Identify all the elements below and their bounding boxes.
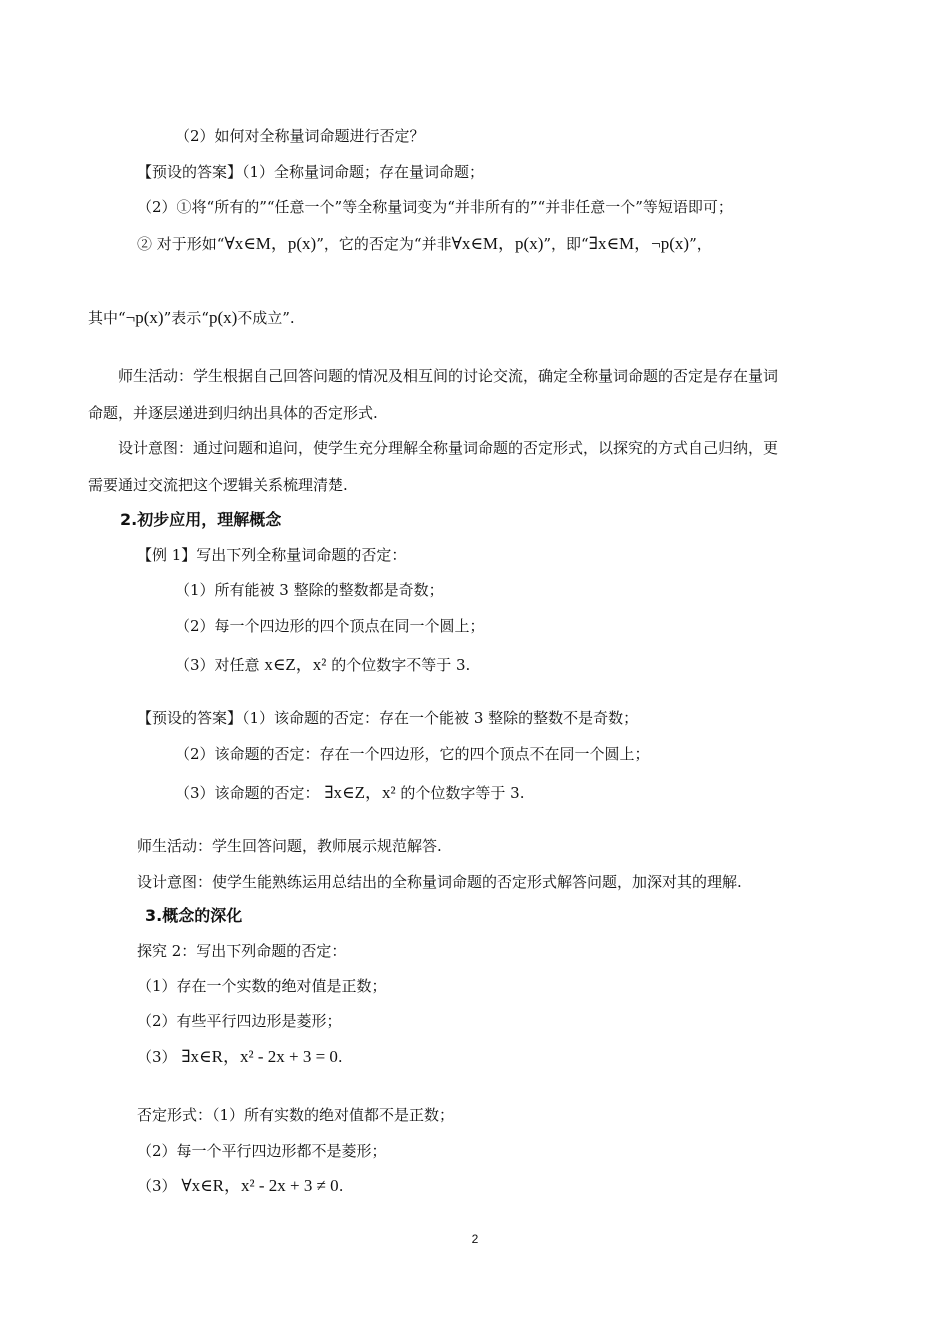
negation-item-3 <box>137 1176 343 1196</box>
activity-1-line-2: 命题，并逐层递进到归纳出具体的否定形式. <box>88 404 378 422</box>
text: ”，即“ <box>543 235 589 253</box>
preset-label: 【预设的答案】 <box>137 709 243 727</box>
section-2-title: 2.初步应用，理解概念 <box>120 510 282 529</box>
text: . <box>337 1048 343 1066</box>
page-number: 2 <box>471 1232 479 1246</box>
text: 的个位数字不等于 3. <box>331 656 471 674</box>
text: 不成立”. <box>237 309 295 327</box>
preset-text: （1）全称量词命题；存在量词命题； <box>242 163 485 181</box>
text: ”，它的否定为“并非 <box>316 235 452 253</box>
math-p: p(x) <box>208 308 238 327</box>
example-1-title: 【例 1】写出下列全称量词命题的否定： <box>137 546 407 564</box>
explore-2-item-2: （2）有些平行四边形是菱形； <box>137 1012 342 1030</box>
text: （3） <box>137 1177 177 1195</box>
math-not-p: ¬p(x) <box>125 308 164 327</box>
math-exists-x-in-z: ∃x∈Z，x² <box>324 783 396 802</box>
negation-label <box>137 1105 454 1125</box>
math-exists-not: ∃x∈M，¬p(x) <box>588 234 690 253</box>
math-forall-2: ∀x∈M，p(x) <box>451 234 544 253</box>
text: ”， <box>689 235 712 253</box>
preset-line-2: （2）①将“所有的”“任意一个”等全称量词变为“并非所有的”“并非任意一个”等短语即可； <box>137 198 733 216</box>
explore-2-title: 探究 2：写出下列命题的否定： <box>137 942 347 960</box>
design-1-line-1: 设计意图：通过问题和追问，使学生充分理解全称量词命题的否定形式，以探究的方式自己归纳，更 <box>118 439 779 457</box>
text: ② 对于形如“ <box>137 235 225 253</box>
math-forall-inequation: ∀x∈R，x² - 2x + 3 ≠ 0 <box>181 1176 339 1195</box>
negation-item-1: （1）所有实数的绝对值都不是正数； <box>212 1106 455 1124</box>
text: （3） <box>137 1048 177 1066</box>
math-x-in-z: x∈Z，x² <box>264 655 327 674</box>
preset-2-item-2: （2）该命题的否定：存在一个四边形，它的四个顶点不在同一个圆上； <box>175 745 650 763</box>
example-1-item-1: （1）所有能被 3 整除的整数都是奇数； <box>175 581 444 599</box>
preset-item-1: （1）该命题的否定：存在一个能被 3 整除的整数不是奇数； <box>242 709 639 727</box>
explore-2-item-1: （1）存在一个实数的绝对值是正数； <box>137 977 387 995</box>
design-2: 设计意图：使学生能熟练运用总结出的全称量词命题的否定形式解答问题，加深对其的理解. <box>137 873 742 891</box>
preset-answer-2 <box>137 708 638 728</box>
activity-2: 师生活动：学生回答问题，教师展示规范解答. <box>137 837 442 855</box>
negation-item-2: （2）每一个平行四边形都不是菱形； <box>137 1142 387 1160</box>
text: 的个位数字等于 3. <box>400 784 525 802</box>
negation-label-text: 否定形式： <box>137 1106 213 1124</box>
text: （3）对任意 <box>175 656 260 674</box>
math-exists-equation: ∃x∈R，x² - 2x + 3 = 0 <box>181 1047 338 1066</box>
design-1-line-2: 需要通过交流把这个逻辑关系梳理清楚. <box>88 476 348 494</box>
text: ”表示“ <box>163 309 209 327</box>
example-1-item-3 <box>175 655 470 675</box>
text: （3）该命题的否定： <box>175 784 320 802</box>
math-forall: ∀x∈M，p(x) <box>224 234 317 253</box>
preset-answer-1 <box>137 162 484 182</box>
preset-line-3 <box>137 234 712 254</box>
preset-line-4 <box>88 308 295 328</box>
text: . <box>338 1177 344 1195</box>
explore-2-item-3 <box>137 1047 343 1067</box>
question-2: （2）如何对全称量词命题进行否定？ <box>175 127 425 145</box>
preset-2-item-3 <box>175 783 525 803</box>
example-1-item-2: （2）每一个四边形的四个顶点在同一个圆上； <box>175 617 485 635</box>
section-3-title: 3.概念的深化 <box>145 906 243 925</box>
text: 其中“ <box>88 309 126 327</box>
preset-label: 【预设的答案】 <box>137 163 243 181</box>
activity-1-line-1: 师生活动：学生根据自己回答问题的情况及相互间的讨论交流，确定全称量词命题的否定是存在量词 <box>118 367 779 385</box>
